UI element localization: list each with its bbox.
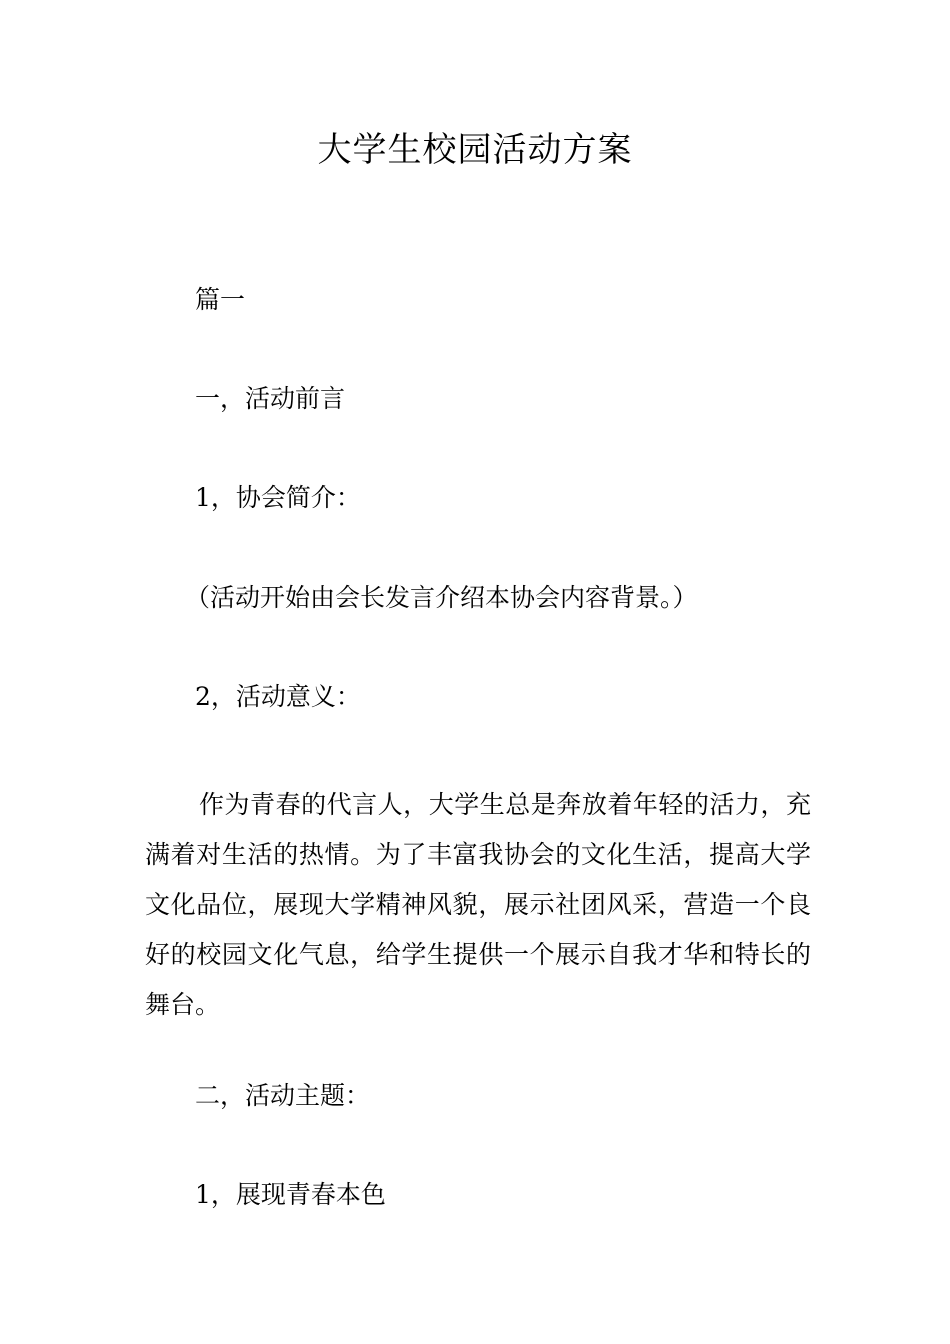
item-activity-significance: 2，活动意义： <box>195 682 361 711</box>
item-theme-1: 1，展现青春本色 <box>195 1180 386 1209</box>
item-association-intro: 1，协会简介： <box>195 483 361 512</box>
heading-activity-preface: 一，活动前言 <box>195 384 346 413</box>
item-association-intro-note: （活动开始由会长发言介绍本协会内容背景。） <box>185 583 698 612</box>
paragraph-significance: 作为青春的代言人，大学生总是奔放着年轻的活力，充满着对生活的热情。为了丰富我协会的文化生活，提高大学文化品位，展现大学精神风貌，展示社团风采，营造一个良好的校园文化气息，给学生提供一个展示自我才华和特长的舞台。 <box>145 790 811 1019</box>
document-title: 大学生校园活动方案 <box>317 130 633 170</box>
section-label: 篇一 <box>195 285 246 314</box>
heading-activity-theme: 二，活动主题： <box>195 1081 371 1110</box>
